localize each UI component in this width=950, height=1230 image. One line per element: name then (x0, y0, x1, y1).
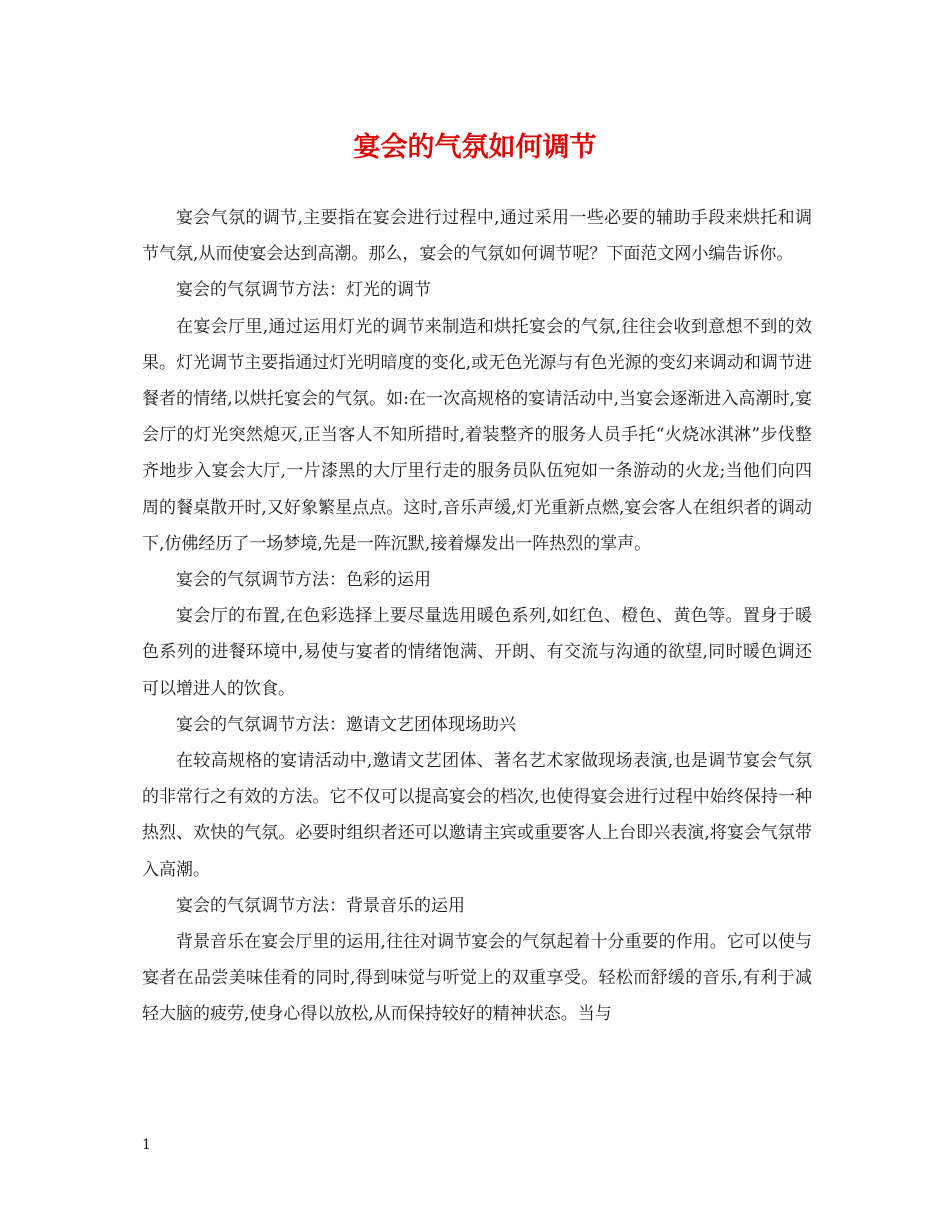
section-heading-lighting: 宴会的气氛调节方法：灯光的调节 (176, 280, 431, 301)
performance-paragraph: 在较高规格的宴请活动中,邀请文艺团体、著名艺术家做现场表演,也是调节宴会气氛的非常行之有效的方法。它不仅可以提高宴会的档次,也使得宴会进行过程中始终保持一种热烈、欢快的气氛。必要时组织者还可以邀请主宾或重要客人上台即兴表演,将宴会气氛带入高潮。 (142, 751, 812, 880)
music-paragraph: 背景音乐在宴会厅里的运用,往往对调节宴会的气氛起着十分重要的作用。它可以使与宴者在品尝美味佳肴的同时,得到味觉与听觉上的双重享受。轻松而舒缓的音乐,有利于减轻大脑的疲劳,使身心得以放松,从而保持较好的精神状态。当与 (142, 932, 812, 1025)
intro-paragraph: 宴会气氛的调节,主要指在宴会进行过程中,通过采用一些必要的辅助手段来烘托和调节气氛,从而使宴会达到高潮。那么，宴会的气氛如何调节呢？下面范文网小编告诉你。 (142, 208, 812, 265)
lighting-paragraph: 在宴会厅里,通过运用灯光的调节来制造和烘托宴会的气氛,往往会收到意想不到的效果。灯光调节主要指通过灯光明暗度的变化,或无色光源与有色光源的变幻来调动和调节进餐者的情绪,以烘托宴会的气氛。如:在一次高规格的宴请活动中,当宴会逐渐进入高潮时,宴会厅的灯光突然熄灭,正当客人不知所措时,着装整齐的服务人员手托“火烧冰淇淋”步伐整齐地步入宴会大厅,一片漆黑的大厅里行走的服务员队伍宛如一条游动的火龙;当他们向四周的餐桌散开时,又好象繁星点点。这时,音乐声缓,灯光重新点燃,宴会客人在组织者的调动下,仿佛经历了一场梦境,先是一阵沉默,接着爆发出一阵热烈的掌声。 (142, 316, 812, 554)
color-paragraph: 宴会厅的布置,在色彩选择上要尽量选用暖色系列,如红色、橙色、黄色等。置身于暖色系列的进餐环境中,易使与宴者的情绪饱满、开朗、有交流与沟通的欲望,同时暖色调还可以增进人的饮食。 (142, 606, 812, 699)
section-heading-color: 宴会的气氛调节方法：色彩的运用 (176, 570, 431, 591)
section-heading-music: 宴会的气氛调节方法：背景音乐的运用 (176, 895, 465, 916)
document-title: 宴会的气氛如何调节 (353, 132, 597, 163)
page-number: 1 (142, 1137, 151, 1153)
document-body (142, 200, 812, 1033)
section-heading-performance: 宴会的气氛调节方法：邀请文艺团体现场助兴 (176, 714, 516, 735)
